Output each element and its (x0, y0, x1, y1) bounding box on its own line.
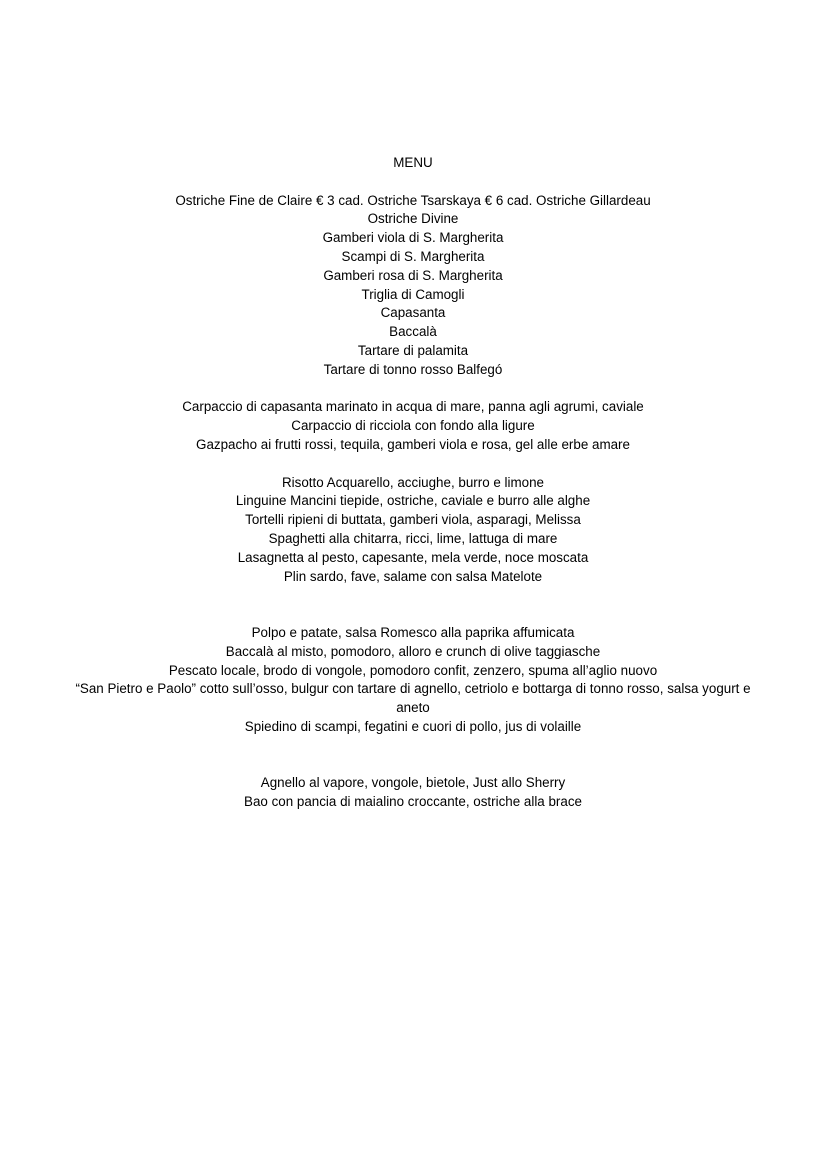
menu-item: Agnello al vapore, vongole, bietole, Just allo Sherry (260, 775, 566, 791)
menu-title: MENU (393, 155, 433, 170)
menu-item: Triglia di Camogli (361, 286, 465, 302)
menu-item: Spiedino di scampi, fegatini e cuori di pollo, jus di volaille (244, 718, 582, 734)
menu-section-starters (70, 398, 756, 454)
menu-item: Tartare di palamita (357, 342, 469, 358)
menu-item: Pescato locale, brodo di vongole, pomodoro confit, zenzero, spuma all’aglio nuovo (168, 662, 658, 678)
menu-item: Risotto Acquarello, acciughe, burro e limone (281, 474, 544, 490)
menu-item: Plin sardo, fave, salame con salsa Matelote (283, 568, 543, 584)
menu-section-meat (70, 774, 756, 812)
menu-item: Tartare di tonno rosso Balfegó (323, 361, 503, 377)
spacer (70, 586, 756, 624)
menu-section-first-courses (70, 474, 756, 587)
menu-section-fish-mains (70, 624, 756, 737)
menu-section-raw (70, 192, 756, 380)
menu-item: Ostriche Fine de Claire € 3 cad. Ostriche Tsarskaya € 6 cad. Ostriche Gillardeau (175, 192, 651, 208)
menu-item: “San Pietro e Paolo” cotto sull’osso, bulgur con tartare di agnello, cetriolo e bottarga di tonno rosso, salsa yogurt e aneto (75, 681, 751, 716)
menu-item: Gazpacho ai frutti rossi, tequila, gamberi viola e rosa, gel alle erbe amare (196, 436, 630, 452)
menu-item: Carpaccio di capasanta marinato in acqua di mare, panna agli agrumi, caviale (182, 399, 644, 415)
menu-item: Polpo e patate, salsa Romesco alla paprika affumicata (251, 624, 575, 640)
menu-item: Bao con pancia di maialino croccante, ostriche alla brace (244, 794, 582, 810)
menu-item: Baccalà (389, 324, 437, 340)
menu-item: Carpaccio di ricciola con fondo alla ligure (291, 418, 535, 434)
spacer (70, 380, 756, 399)
menu-item: Spaghetti alla chitarra, ricci, lime, lattuga di mare (268, 530, 558, 546)
menu-item: Scampi di S. Margherita (341, 248, 485, 264)
menu-item: Ostriche Divine (367, 211, 459, 227)
menu-item: Baccalà al misto, pomodoro, alloro e crunch di olive taggiasche (225, 643, 601, 659)
menu-item: Gamberi viola di S. Margherita (322, 230, 504, 246)
spacer (70, 737, 756, 775)
spacer (70, 173, 756, 192)
menu-item: Linguine Mancini tiepide, ostriche, caviale e burro alle alghe (235, 493, 591, 509)
menu-item: Gamberi rosa di S. Margherita (323, 267, 503, 283)
menu-item: Lasagnetta al pesto, capesante, mela verde, noce moscata (237, 549, 589, 565)
spacer (70, 455, 756, 474)
menu-item: Capasanta (380, 305, 446, 321)
menu-item: Tortelli ripieni di buttata, gamberi viola, asparagi, Melissa (245, 512, 581, 528)
menu-content (70, 154, 756, 812)
